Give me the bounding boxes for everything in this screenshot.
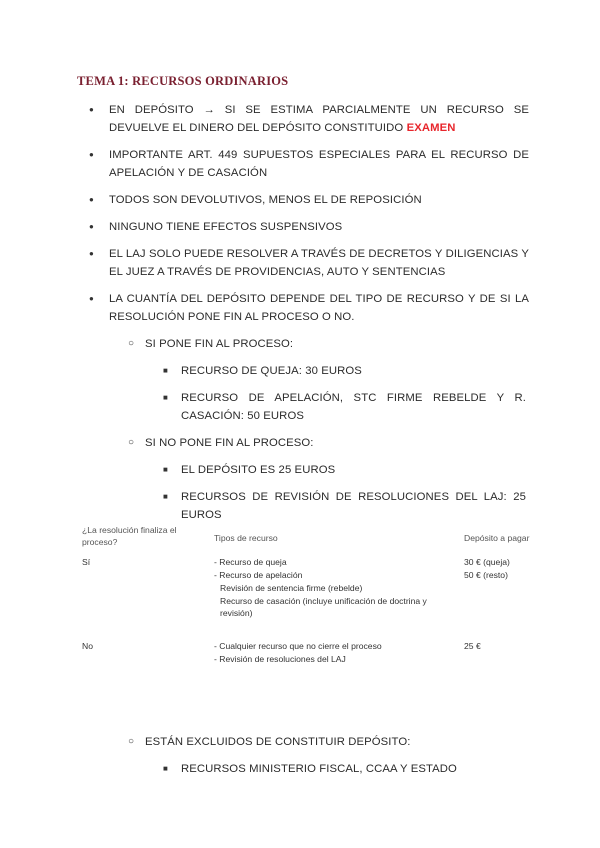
sub-list-item: ○ ESTÁN EXCLUIDOS DE CONSTITUIR DEPÓSITO: bbox=[145, 733, 525, 751]
exam-highlight: EXAMEN bbox=[406, 122, 456, 134]
table-cell: No bbox=[82, 641, 93, 651]
table-cell: Sí bbox=[82, 557, 91, 567]
table-cell: - Recurso de apelación bbox=[214, 570, 303, 580]
page-title: TEMA 1: RECURSOS ORDINARIOS bbox=[77, 74, 289, 88]
table-cell: 50 € (resto) bbox=[464, 570, 508, 580]
table-cell: Recurso de casación (incluye unificación de doctrina y revisión) bbox=[220, 596, 427, 618]
table-header: ¿La resolución finaliza el proceso? bbox=[82, 525, 177, 547]
sub-sub-list-item: ■ RECURSO DE QUEJA: 30 EUROS bbox=[181, 362, 526, 380]
list-item: ● NINGUNO TIENE EFECTOS SUSPENSIVOS bbox=[109, 218, 529, 236]
list-item: ● IMPORTANTE ART. 449 SUPUESTOS ESPECIALES PARA EL RECURSO DE APELACIÓN Y DE CASACIÓN bbox=[109, 146, 529, 182]
table-cell: Revisión de sentencia firme (rebelde) bbox=[220, 583, 363, 593]
sub-sub-list-item: ■ RECURSOS MINISTERIO FISCAL, CCAA Y ESTADO bbox=[181, 760, 526, 778]
table-cell: - Recurso de queja bbox=[214, 557, 287, 567]
table-cell: - Cualquier recurso que no cierre el proceso bbox=[214, 641, 382, 651]
list-item: ● EL LAJ SOLO PUEDE RESOLVER A TRAVÉS DE DECRETOS Y DILIGENCIAS Y EL JUEZ A TRAVÉS DE PROVIDENCIAS, AUTO Y SENTENCIAS bbox=[109, 245, 529, 281]
table-cell: 30 € (queja) bbox=[464, 557, 510, 567]
table-header: Tipos de recurso bbox=[214, 533, 278, 543]
sub-sub-list-item: ■ RECURSOS DE REVISIÓN DE RESOLUCIONES DEL LAJ: 25 EUROS bbox=[181, 488, 526, 524]
sub-sub-list-item: ■ EL DEPÓSITO ES 25 EUROS bbox=[181, 461, 526, 479]
list-item bbox=[109, 101, 529, 137]
list-item: ● TODOS SON DEVOLUTIVOS, MENOS EL DE REPOSICIÓN bbox=[109, 191, 529, 209]
table-cell: - Revisión de resoluciones del LAJ bbox=[214, 654, 346, 664]
table-cell: 25 € bbox=[464, 641, 481, 651]
sub-sub-list-item: ■ RECURSO DE APELACIÓN, STC FIRME REBELDE Y R. CASACIÓN: 50 EUROS bbox=[181, 389, 526, 425]
table-header: Depósito a pagar bbox=[464, 533, 530, 543]
bullet-text: EN DEPÓSITO → SI SE ESTIMA PARCIALMENTE UN RECURSO SE DEVUELVE EL DINERO DEL DEPÓSITO CONSTITUIDO bbox=[109, 104, 529, 134]
deposit-table bbox=[82, 524, 532, 664]
sub-list-item: ○ SI NO PONE FIN AL PROCESO: bbox=[145, 434, 525, 452]
sub-list-item: ○ SI PONE FIN AL PROCESO: bbox=[145, 335, 525, 353]
list-item: ● LA CUANTÍA DEL DEPÓSITO DEPENDE DEL TIPO DE RECURSO Y DE SI LA RESOLUCIÓN PONE FIN AL PROCESO O NO. bbox=[109, 290, 529, 326]
